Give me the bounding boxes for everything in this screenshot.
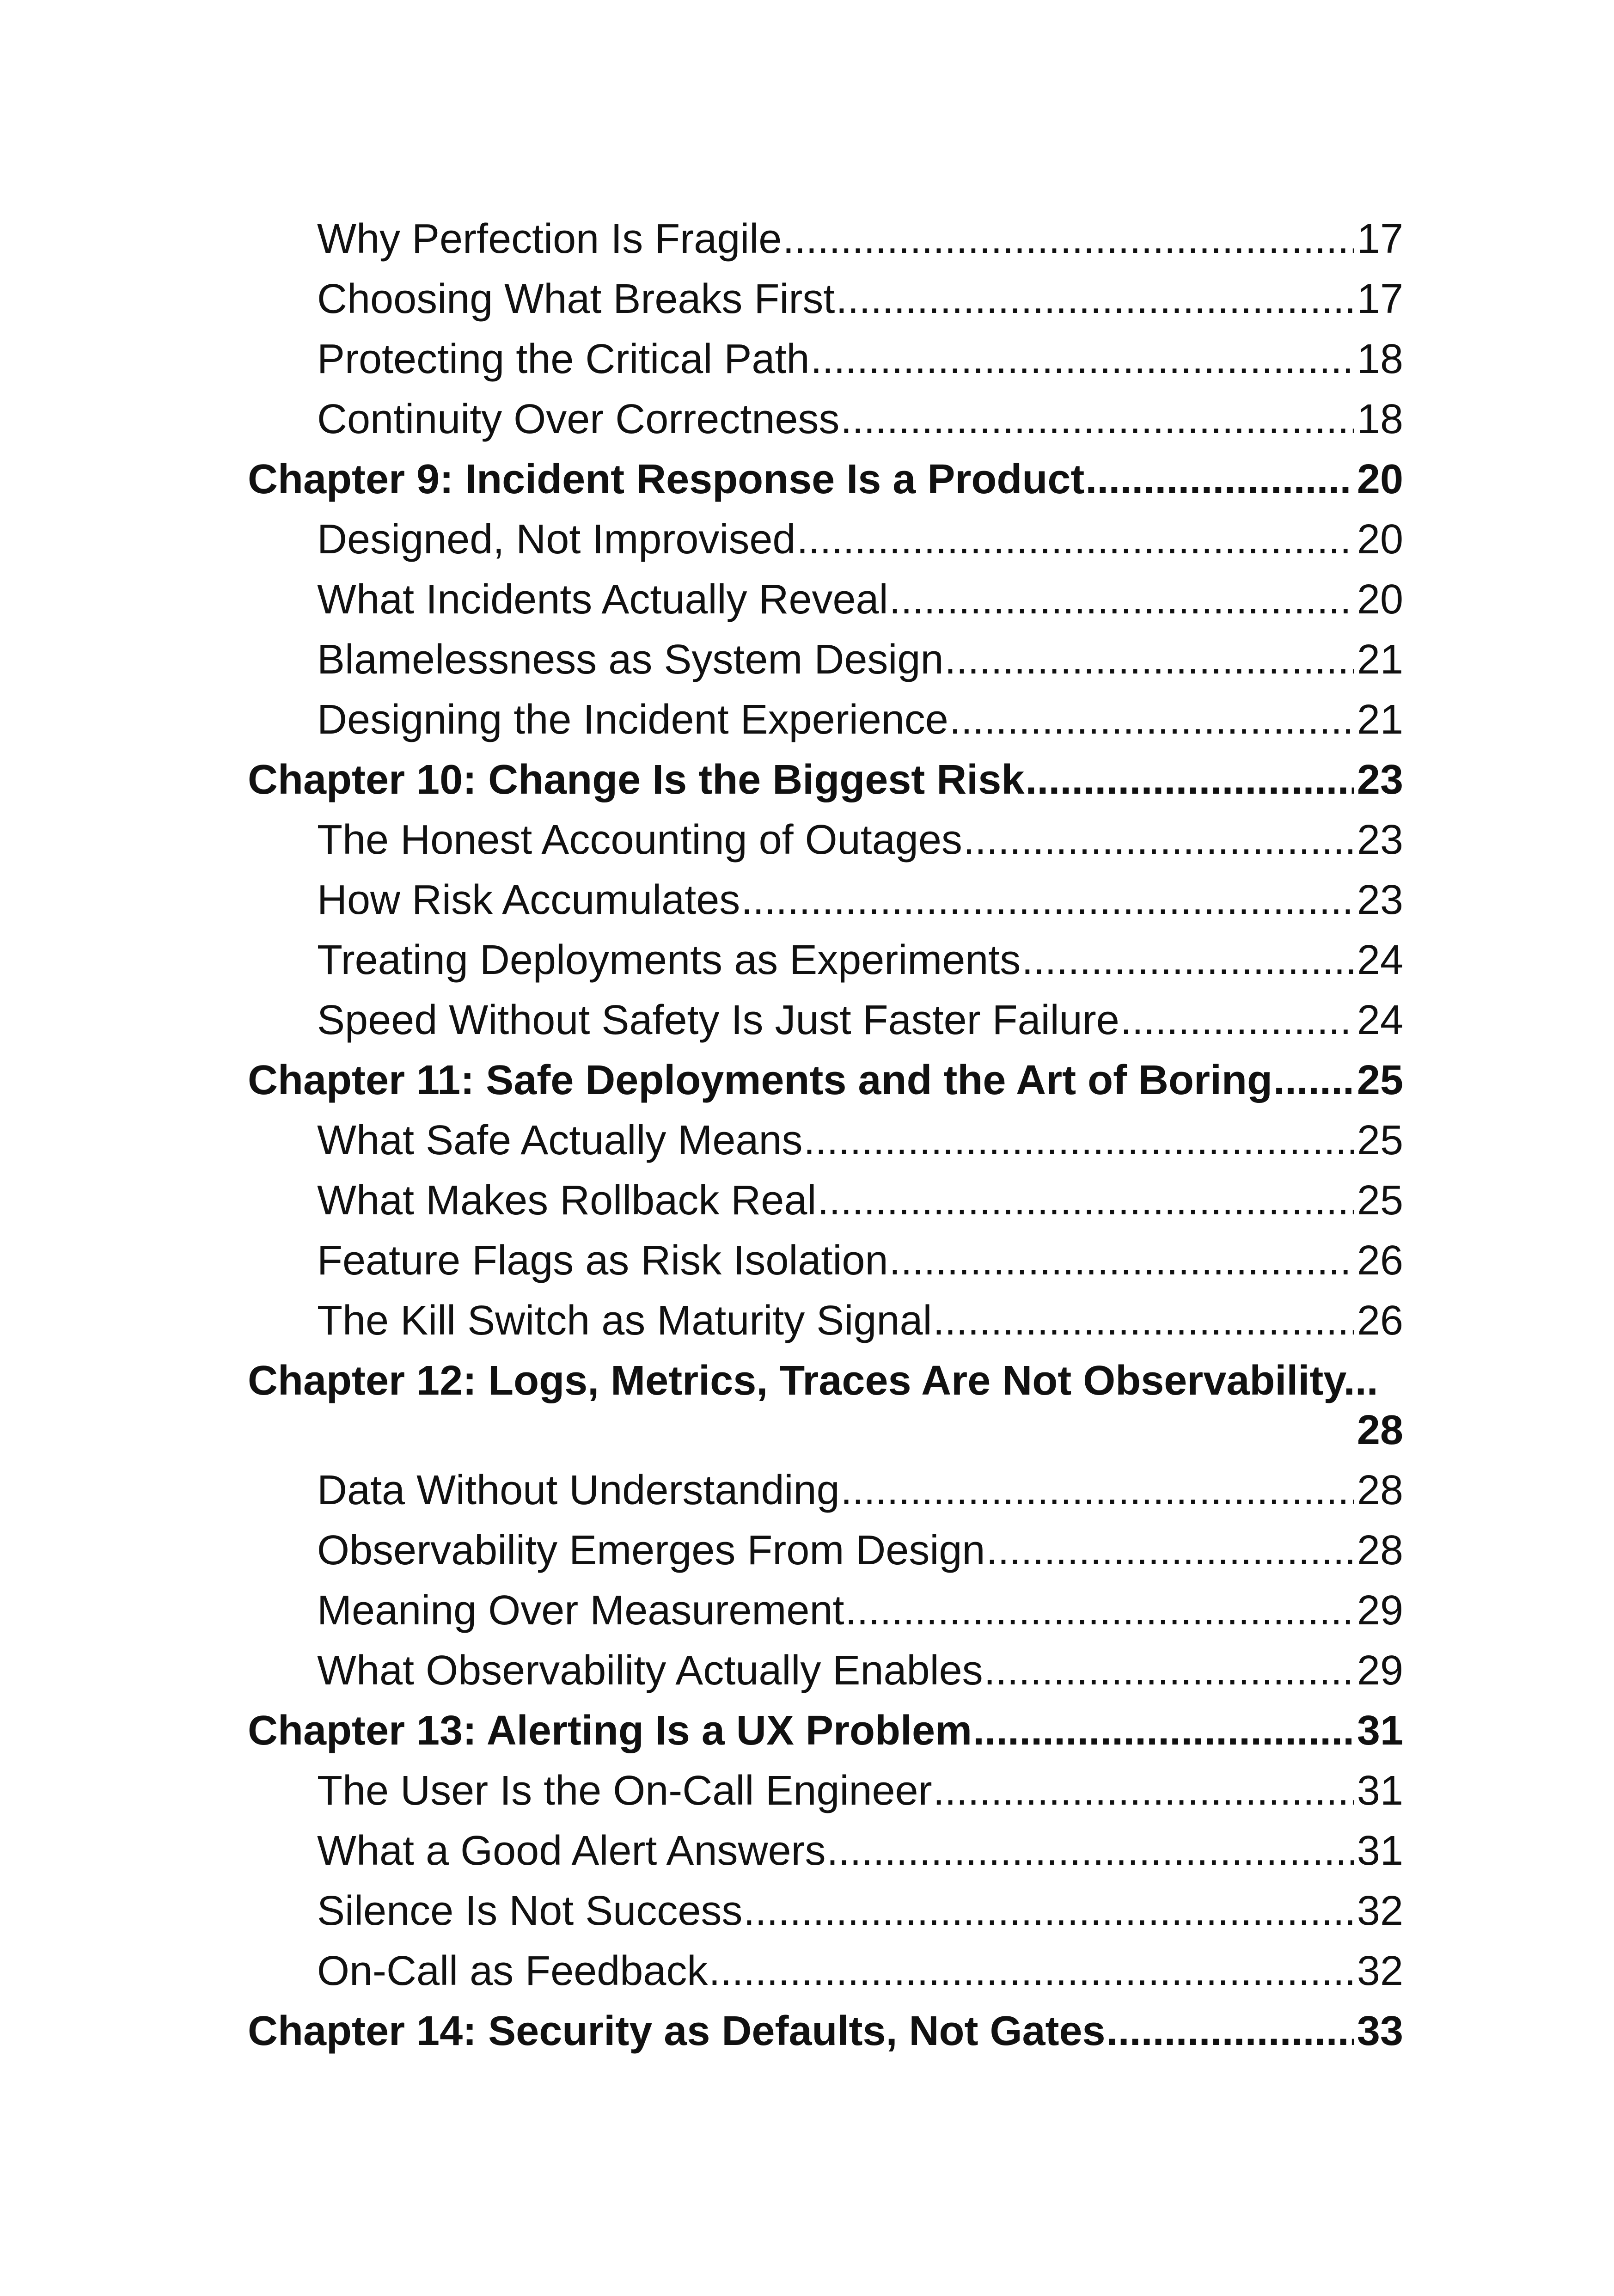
toc-entry-page: 29 [1357,1647,1403,1694]
toc-entry[interactable] [248,1170,1403,1231]
toc-entry[interactable] [248,870,1403,930]
toc-entry-page: 20 [1357,516,1403,563]
toc-entry-title: Continuity Over Correctness [317,396,840,442]
toc-chapter-entry[interactable] [248,750,1403,810]
toc-chapter-page: 25 [1357,1057,1403,1103]
toc-entry[interactable] [248,930,1403,990]
toc-entry-title: How Risk Accumulates [317,877,740,923]
toc-entry-title: The Honest Accounting of Outages [317,817,962,863]
dot-leader [827,1821,1354,1881]
toc-entry-title: Why Perfection Is Fragile [317,216,782,262]
toc-entry-page: 24 [1357,997,1403,1043]
toc-chapter-title: Chapter 14: Security as Defaults, Not Gates [248,2008,1106,2054]
toc-chapter-entry[interactable] [248,2001,1403,2061]
table-of-contents [248,209,1403,2061]
toc-entry-title: On-Call as Feedback [317,1948,708,1994]
toc-entry-title: Silence Is Not Success [317,1888,743,1934]
toc-entry-title: What Observability Actually Enables [317,1647,983,1694]
toc-entry-title: Blamelessness as System Design [317,637,944,683]
dot-leader [1021,930,1354,990]
toc-chapter-title: Chapter 11: Safe Deployments and the Art of Boring [248,1057,1272,1103]
toc-entry-title: Data Without Understanding [317,1467,840,1513]
toc-entry[interactable] [248,269,1403,329]
toc-entry[interactable] [248,810,1403,870]
toc-entry-page: 24 [1357,937,1403,983]
toc-entry-page: 23 [1357,817,1403,863]
toc-chapter-entry[interactable] [248,1351,1403,1460]
dot-leader [963,810,1354,870]
toc-entry[interactable] [248,1231,1403,1291]
toc-chapter-page: 33 [1357,2008,1403,2054]
toc-chapter-entry[interactable] [248,1701,1403,1761]
toc-entry-page: 32 [1357,1888,1403,1934]
toc-entry[interactable] [248,1881,1403,1941]
toc-entry[interactable] [248,1941,1403,2001]
toc-entry-title: Protecting the Critical Path [317,336,810,382]
toc-entry[interactable] [248,569,1403,630]
toc-entry[interactable] [248,690,1403,750]
toc-entry-title: Feature Flags as Risk Isolation [317,1237,888,1284]
toc-entry-page: 25 [1357,1177,1403,1224]
toc-entry-title: Observability Emerges From Design [317,1527,985,1574]
toc-entry[interactable] [248,1761,1403,1821]
toc-chapter-title: Chapter 10: Change Is the Biggest Risk [248,757,1025,803]
dot-leader [817,1170,1354,1231]
toc-entry[interactable] [248,209,1403,269]
toc-entry-page: 26 [1357,1237,1403,1284]
toc-entry-title: Choosing What Breaks First [317,276,835,322]
toc-entry-page: 28 [1357,1467,1403,1513]
dot-leader [783,209,1354,269]
toc-entry[interactable] [248,389,1403,449]
toc-entry-page: 21 [1357,637,1403,683]
dot-leader [933,1291,1354,1351]
toc-entry-page: 18 [1357,336,1403,382]
dot-leader [743,1881,1354,1941]
toc-entry-page: 29 [1357,1587,1403,1634]
toc-entry-page: 17 [1357,276,1403,322]
dot-leader [1107,2001,1354,2061]
toc-chapter-title: Chapter 9: Incident Response Is a Product [248,456,1085,502]
toc-entry-title: The User Is the On-Call Engineer [317,1768,932,1814]
dot-leader [1085,449,1354,509]
toc-entry-page: 31 [1357,1768,1403,1814]
toc-entry-title: What Safe Actually Means [317,1117,803,1163]
toc-entry-page: 25 [1357,1117,1403,1163]
toc-entry[interactable] [248,1460,1403,1520]
toc-entry-title: What Incidents Actually Reveal [317,576,888,623]
toc-entry[interactable] [248,1291,1403,1351]
toc-entry[interactable] [248,1110,1403,1170]
toc-entry-title: Designed, Not Improvised [317,516,796,563]
dot-leader [973,1701,1354,1761]
dot-leader [1120,990,1354,1050]
toc-chapter-page: 31 [1357,1708,1403,1754]
toc-entry-title: Meaning Over Measurement [317,1587,844,1634]
dot-leader [1025,750,1354,810]
dot-leader [889,569,1354,630]
dot-leader [984,1641,1354,1701]
dot-leader [845,1580,1354,1641]
dot-leader [709,1941,1354,2001]
toc-entry-page: 32 [1357,1948,1403,1994]
toc-entry[interactable] [248,1641,1403,1701]
toc-chapter-page: 20 [1357,456,1403,502]
toc-entry-title: The Kill Switch as Maturity Signal [317,1298,932,1344]
toc-entry-title: Speed Without Safety Is Just Faster Failure [317,997,1119,1043]
dot-leader [889,1231,1354,1291]
toc-entry-title: Treating Deployments as Experiments [317,937,1021,983]
toc-entry-page: 28 [1357,1527,1403,1574]
toc-entry-page: 26 [1357,1298,1403,1344]
toc-chapter-page: 23 [1357,757,1403,803]
dot-leader [949,690,1354,750]
dot-leader [796,509,1354,569]
toc-entry[interactable] [248,1520,1403,1580]
toc-entry-page: 21 [1357,697,1403,743]
toc-entry-title: What Makes Rollback Real [317,1177,817,1224]
toc-entry[interactable] [248,630,1403,690]
toc-entry-page: 17 [1357,216,1403,262]
toc-entry-page: 20 [1357,576,1403,623]
toc-entry-page: 18 [1357,396,1403,442]
toc-entry[interactable] [248,1821,1403,1881]
dot-leader [840,389,1354,449]
dot-leader [836,269,1354,329]
toc-entry-page: 31 [1357,1828,1403,1874]
dot-leader [986,1520,1354,1580]
toc-entry[interactable] [248,990,1403,1050]
dot-leader [804,1110,1354,1170]
toc-entry-page: 23 [1357,877,1403,923]
toc-chapter-page: 28 [1357,1407,1403,1453]
dot-leader [811,329,1354,389]
dot-leader [1273,1050,1354,1110]
toc-chapter-entry[interactable] [248,449,1403,509]
toc-entry-title: What a Good Alert Answers [317,1828,826,1874]
toc-entry-title: Designing the Incident Experience [317,697,948,743]
toc-chapter-title: Chapter 12: Logs, Metrics, Traces Are Not Observability... [248,1358,1378,1404]
dot-leader [741,870,1354,930]
toc-chapter-title: Chapter 13: Alerting Is a UX Problem [248,1708,972,1754]
dot-leader [933,1761,1354,1821]
toc-chapter-entry[interactable] [248,1050,1403,1110]
toc-entry[interactable] [248,329,1403,389]
toc-entry[interactable] [248,1580,1403,1641]
toc-entry[interactable] [248,509,1403,569]
dot-leader [945,630,1354,690]
dot-leader [841,1460,1354,1520]
